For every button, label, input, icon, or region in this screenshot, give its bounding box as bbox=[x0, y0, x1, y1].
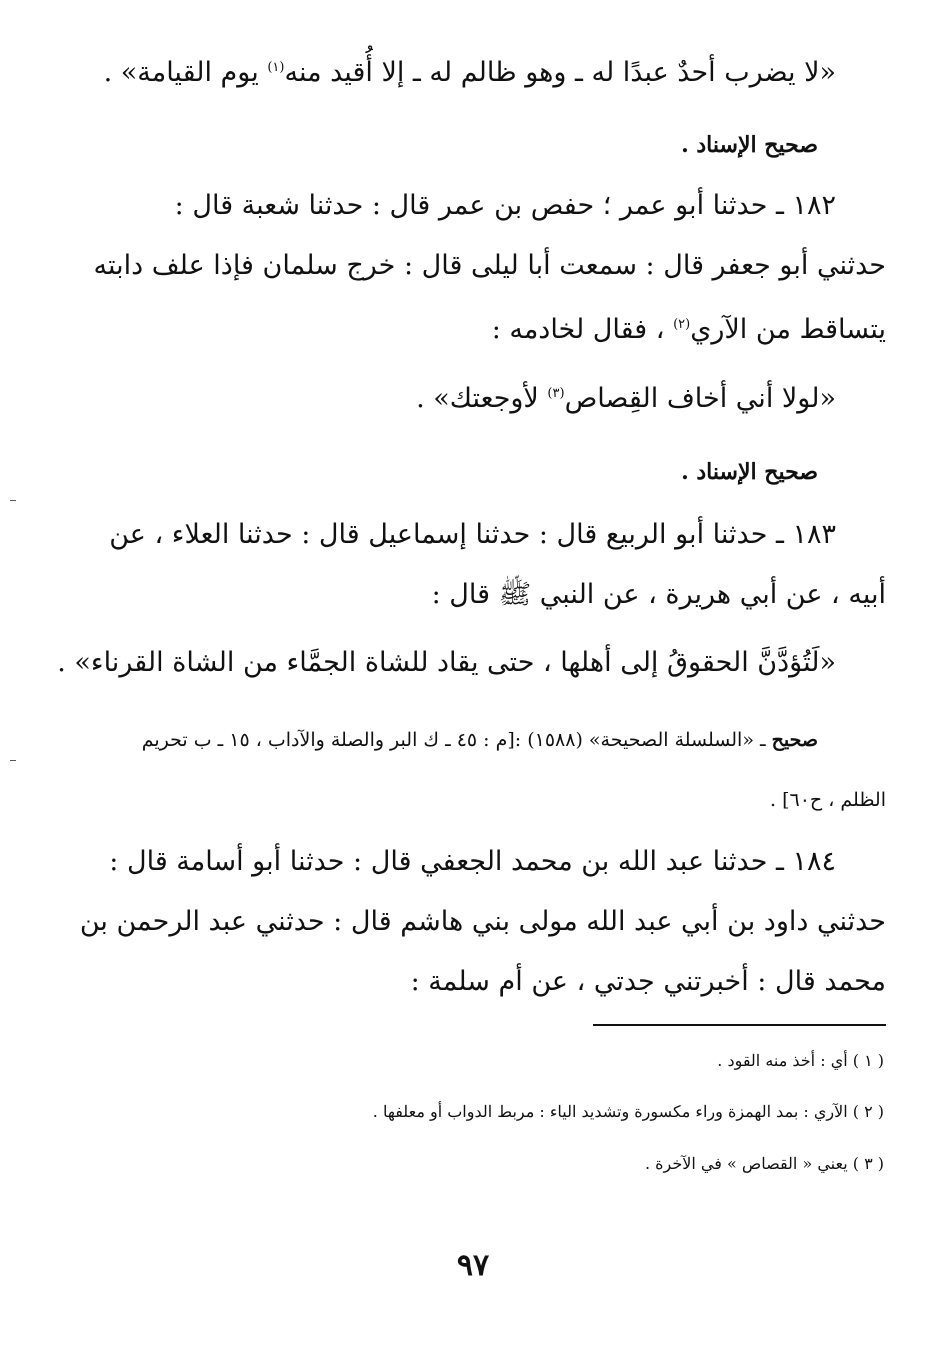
quote-text: يوم القيامة» . bbox=[103, 57, 259, 88]
grading-line-1 bbox=[142, 720, 818, 760]
grading-source: ـ «السلسلة الصحيحة» (١٥٨٨) :[م : ٤٥ ـ ك البر والصلة والآداب ، ١٥ ـ ب تحريم bbox=[141, 729, 766, 751]
hadith-182-line-2: حدثني أبو جعفر قال : سمعت أبا ليلى قال : خرج سلمان فإذا علف دابته bbox=[93, 250, 886, 281]
quote-182 bbox=[416, 374, 836, 419]
hadith-183-line-1: ١٨٣ ـ حدثنا أبو الربيع قال : حدثنا إسماعيل قال : حدثنا العلاء ، عن bbox=[109, 519, 836, 550]
scan-edge-mark bbox=[10, 760, 16, 761]
hadith-184-line-3: محمد قال : أخبرتني جدتي ، عن أم سلمة : bbox=[410, 966, 886, 997]
footnote: ( ٢ ) الآري : بمد الهمزة وراء مكسورة وتشديد الياء : مربط الدواب أو معلفها . bbox=[372, 1102, 884, 1121]
quote-183: «لَتُؤدَّنَّ الحقوقُ إلى أهلها ، حتى يقاد للشاة الجمَّاء من الشاة القرناء» . bbox=[57, 647, 836, 678]
hadith-184-line-1: ١٨٤ ـ حدثنا عبد الله بن محمد الجعفي قال : حدثنا أبو أسامة قال : bbox=[109, 846, 836, 877]
footnote-ref: (٣) bbox=[547, 386, 565, 401]
hadith-183-line-2: أبيه ، عن أبي هريرة ، عن النبي ﷺ قال : bbox=[431, 579, 886, 610]
scan-edge-mark bbox=[10, 500, 16, 501]
footnote: ( ١ ) أي : أخذ منه القود . bbox=[717, 1051, 884, 1070]
grading-line-2: الظلم ، ح٦٠] . bbox=[770, 789, 886, 811]
footnote-separator bbox=[593, 1024, 886, 1026]
quote-text: لأوجعتك» . bbox=[416, 383, 539, 414]
verdict-line: صحيح الإسناد . bbox=[681, 459, 818, 485]
hadith-182-line-1: ١٨٢ ـ حدثنا أبو عمر ؛ حفص بن عمر قال : حدثنا شعبة قال : bbox=[174, 190, 836, 221]
quote-text: «لولا أني أخاف القِصاص bbox=[564, 383, 836, 414]
narration-text: يتساقط من الآري bbox=[690, 314, 886, 345]
narration-text: ، فقال لخادمه : bbox=[491, 314, 665, 345]
page-number: ٩٧ bbox=[456, 1248, 490, 1283]
text-line bbox=[104, 48, 836, 93]
grading-label: صحيح bbox=[771, 729, 818, 751]
quote-text: «لا يضرب أحدٌ عبدًا له ـ وهو ظالم له ـ إلا أُقيد منه bbox=[284, 57, 836, 88]
footnote-ref: (١) bbox=[267, 60, 285, 75]
hadith-182-line-3 bbox=[492, 305, 886, 350]
footnote-ref: (٢) bbox=[673, 317, 691, 332]
footnote: ( ٣ ) يعني « القصاص » في الآخرة . bbox=[644, 1154, 884, 1173]
verdict-line: صحيح الإسناد . bbox=[681, 132, 818, 158]
hadith-184-line-2: حدثني داود بن أبي عبد الله مولى بني هاشم قال : حدثني عبد الرحمن بن bbox=[79, 906, 886, 937]
